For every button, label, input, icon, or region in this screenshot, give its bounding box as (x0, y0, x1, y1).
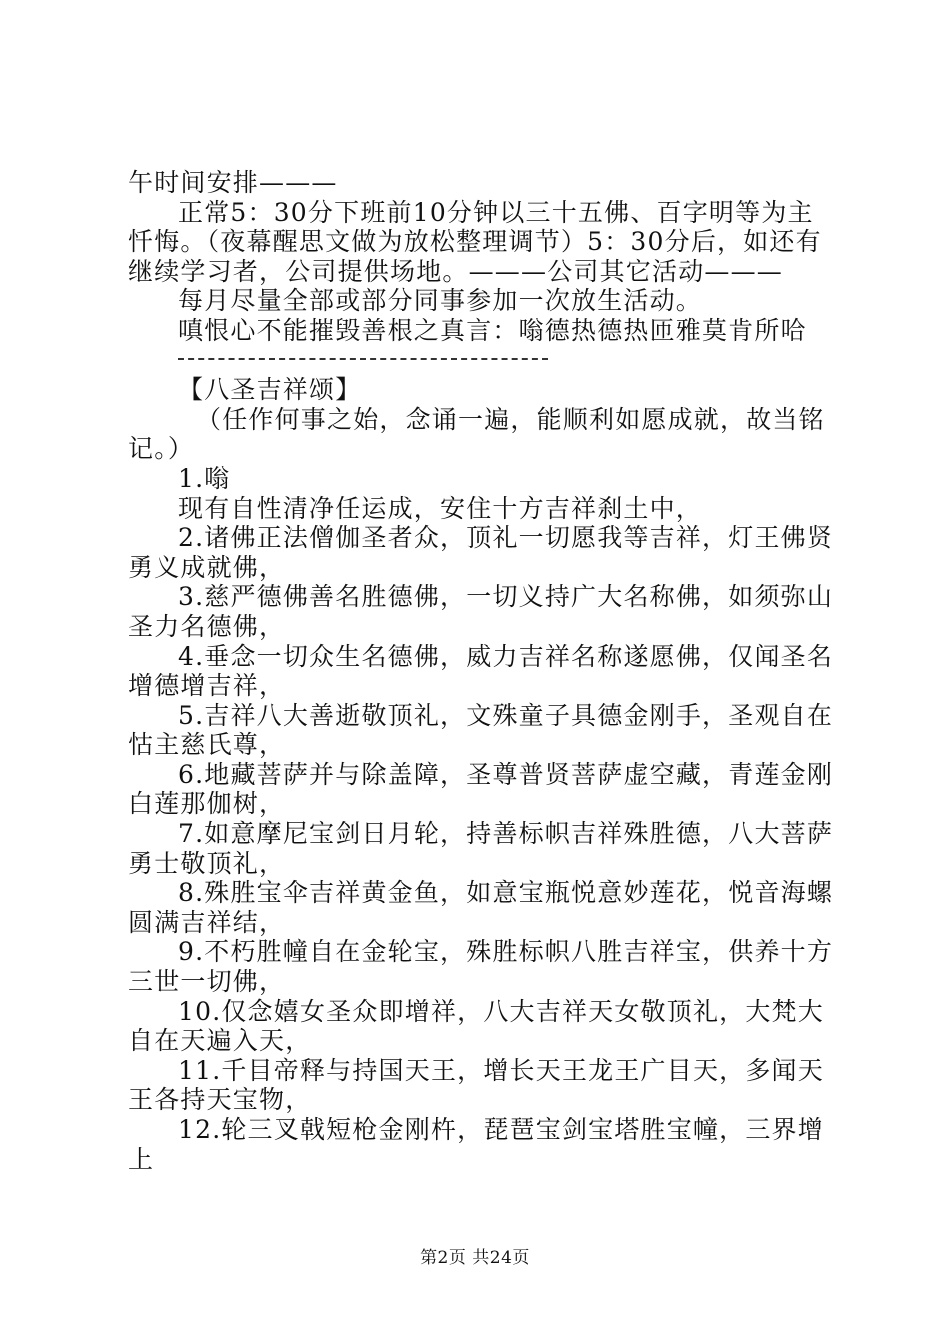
paragraph: 11.千目帝释与持国天王，增长天王龙王广目天，多闻天王各持天宝物， (128, 1055, 824, 1115)
dashed-line (178, 358, 548, 360)
paragraph: 4.垂念一切众生名德佛，威力吉祥名称遂愿佛，仅闻圣名增德增吉祥， (128, 641, 834, 701)
paragraph: 6.地藏菩萨并与除盖障，圣尊普贤菩萨虚空藏，青莲金刚白莲那伽树， (128, 759, 834, 819)
paragraph: 8.殊胜宝伞吉祥黄金鱼，如意宝瓶悦意妙莲花，悦音海螺圆满吉祥结， (128, 878, 834, 937)
paragraph: 每月尽量全部或部分同事参加一次放生活动。 (178, 286, 703, 316)
page-footer: 第2页 共24页 (420, 1248, 530, 1268)
paragraph: （任作何事之始，念诵一遍，能顺利如愿成就，故当铭记。） (128, 404, 825, 464)
dashed-divider (128, 346, 834, 376)
paragraph: 3.慈严德佛善名胜德佛，一切义持广大名称佛，如须弥山圣力名德佛， (128, 582, 834, 641)
paragraph: 9.不朽胜幢自在金轮宝，殊胜标帜八胜吉祥宝，供养十方三世一切佛， (128, 937, 834, 997)
paragraph: 正常5：30分下班前10分钟以三十五佛、百字明等为主忏悔。（夜幕醒思文做为放松整理调节）5：30分后，如还有继续学习者，公司提供场地。———公司其它活动——— (128, 197, 822, 286)
paragraph: 1.嗡 (178, 463, 231, 493)
paragraph: 10.仅念嬉女圣众即增祥，八大吉祥天女敬顶礼，大梵大自在天遍入天， (128, 996, 824, 1056)
paragraph: 嗔恨心不能摧毁善根之真言：嗡德热德热匝雅莫肯所哈 (178, 315, 807, 345)
paragraph: 午时间安排——— (128, 168, 338, 197)
paragraph: 12.轮三叉戟短枪金刚杵，琵琶宝剑宝塔胜宝幢，三界增上 (128, 1115, 824, 1174)
document-body (128, 168, 834, 1174)
paragraph: 现有自性清净任运成，安住十方吉祥刹土中， (178, 493, 703, 523)
paragraph: 2.诸佛正法僧伽圣者众，顶礼一切愿我等吉祥，灯王佛贤勇义成就佛， (128, 523, 834, 582)
paragraph: 5.吉祥八大善逝敬顶礼，文殊童子具德金刚手，圣观自在怙主慈氏尊， (128, 700, 834, 760)
paragraph: 7.如意摩尼宝剑日月轮，持善标帜吉祥殊胜德，八大菩萨勇士敬顶礼， (128, 819, 834, 878)
paragraph: 【八圣吉祥颂】 (178, 375, 362, 405)
